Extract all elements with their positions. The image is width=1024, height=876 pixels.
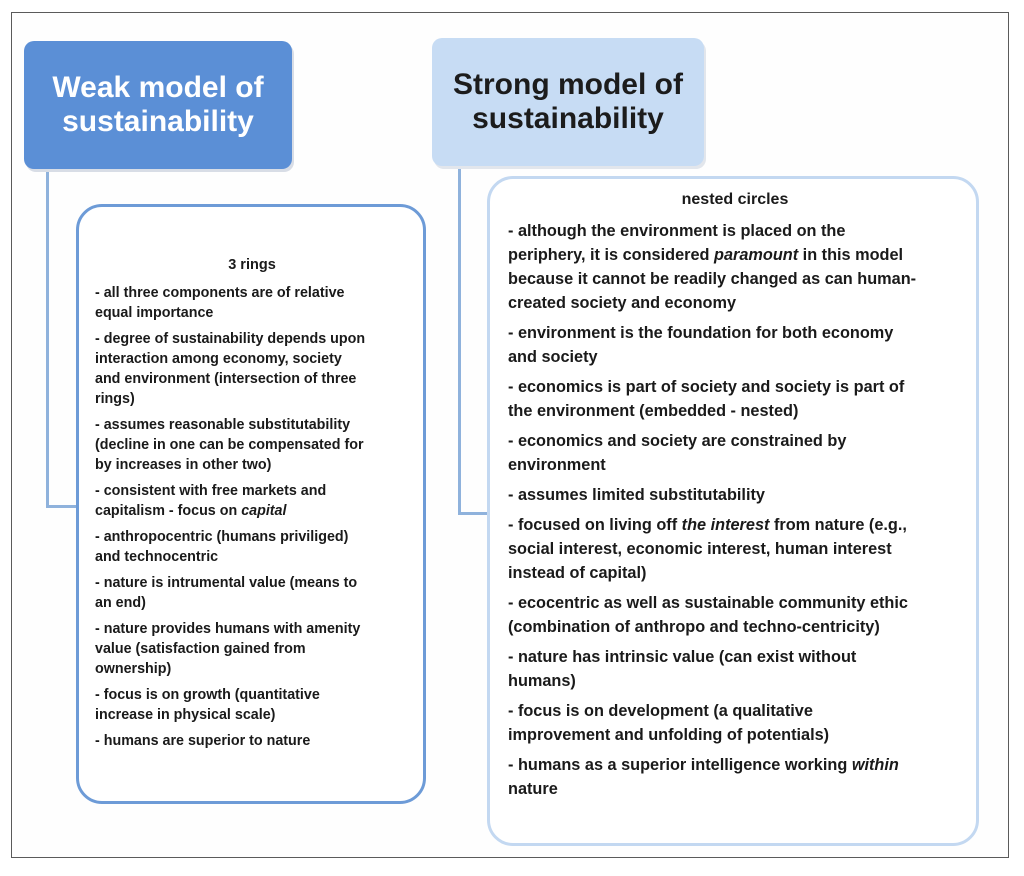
- weak-model-item: - nature provides humans with amenity value (satisfaction gained from ownership): [95, 621, 361, 677]
- strong-model-item: [508, 513, 962, 585]
- item-emphasis: paramount: [714, 246, 799, 264]
- item-emphasis: the interest: [681, 516, 770, 534]
- item-emphasis: within: [851, 756, 899, 774]
- weak-model-item: - focus is on growth (quantitative increase in physical scale): [95, 687, 320, 723]
- strong-model-item: - economics is part of society and society is part of the environment (embedded - nested): [508, 378, 905, 420]
- strong-model-item: - assumes limited substitutability: [508, 486, 765, 504]
- item-text: in this model because it cannot be readily changed as can human- created society and economy: [508, 246, 917, 312]
- weak-card-title: 3 rings: [228, 257, 276, 273]
- strong-model-item: - environment is the foundation for both economy and society: [508, 324, 894, 366]
- weak-model-item: - nature is intrumental value (means to an end): [95, 575, 358, 611]
- strong-model-item: - nature has intrinsic value (can exist without humans): [508, 648, 857, 690]
- strong-model-item: - focus is on development (a qualitative improvement and unfolding of potentials): [508, 702, 830, 744]
- weak-connector-vertical: [46, 168, 49, 508]
- item-text: from nature (e.g., social interest, economic interest, human interest instead of capital): [508, 516, 907, 582]
- strong-connector-vertical: [458, 165, 461, 515]
- item-text: - humans as a superior intelligence working: [508, 756, 852, 774]
- weak-model-item: - humans are superior to nature: [95, 733, 311, 749]
- weak-connector-horizontal: [46, 505, 78, 508]
- item-text: - consistent with free markets and capitalism - focus on: [95, 483, 327, 519]
- strong-model-card: [487, 176, 979, 846]
- weak-model-item: - assumes reasonable substitutability (decline in one can be compensated for by increases in other two): [95, 417, 364, 473]
- strong-model-item: [508, 753, 962, 801]
- strong-model-title: Strong model of sustainability: [432, 38, 704, 166]
- weak-model-card: [76, 204, 426, 804]
- weak-model-item: - all three components are of relative equal importance: [95, 285, 345, 321]
- weak-model-title: Weak model of sustainability: [24, 41, 292, 169]
- strong-model-item: [508, 219, 962, 315]
- item-text: - although the environment is placed on the periphery, it is considered: [508, 222, 846, 264]
- strong-item-list: [508, 219, 962, 801]
- strong-card-title: nested circles: [681, 191, 789, 208]
- item-emphasis: capital: [241, 503, 287, 519]
- item-text: - focused on living off: [508, 516, 682, 534]
- weak-model-item: - anthropocentric (humans priviliged) and technocentric: [95, 529, 349, 565]
- weak-item-list: [95, 283, 409, 751]
- strong-model-item: - ecocentric as well as sustainable community ethic (combination of anthropo and techno-centricity): [508, 594, 908, 636]
- strong-connector-horizontal: [458, 512, 489, 515]
- weak-model-item: - degree of sustainability depends upon interaction among economy, society and environment (intersection of three rings): [95, 331, 366, 407]
- weak-model-item: [95, 481, 409, 521]
- item-text: nature: [508, 780, 558, 798]
- strong-model-item: - economics and society are constrained by environment: [508, 432, 847, 474]
